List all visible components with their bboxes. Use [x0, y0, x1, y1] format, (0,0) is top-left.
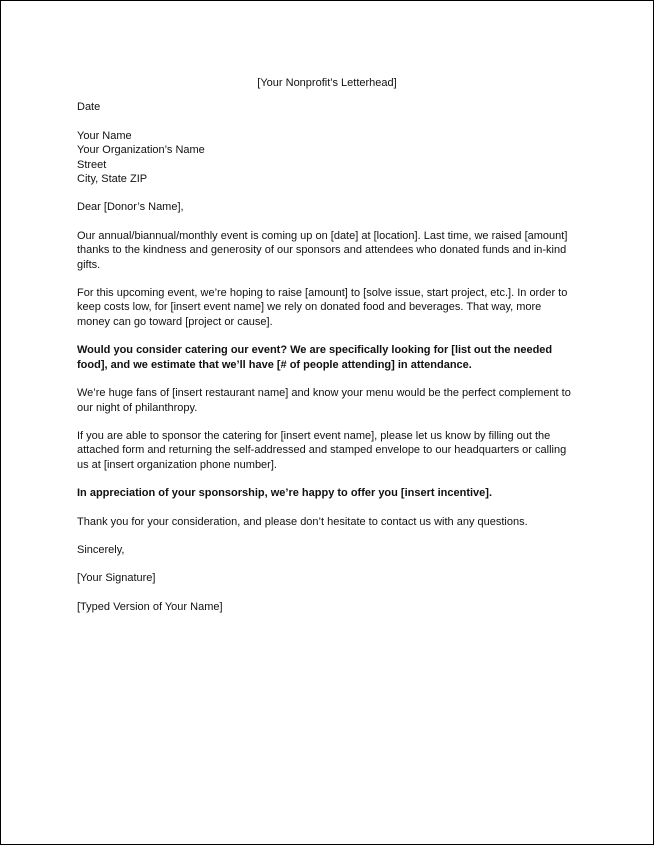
sender-address	[77, 129, 577, 187]
paragraph-catering-request: Would you consider catering our event? We are specifically looking for [list out the needed food], and we estimate that we’ll have [# of people attending] in attendance.	[77, 344, 553, 371]
paragraph-fundraising-goal: For this upcoming event, we’re hoping to raise [amount] to [solve issue, start project, etc.]. In order to keep costs low, for [insert event name] we rely on donated food and beverages. That way, more money can go toward [project or cause].	[77, 287, 568, 328]
sender-name: Your Name	[77, 129, 132, 142]
closing: Sincerely,	[77, 543, 125, 556]
paragraph-thanks: Thank you for your consideration, and please don’t hesitate to contact us with any questions.	[77, 515, 528, 528]
paragraph-incentive: In appreciation of your sponsorship, we’re happy to offer you [insert incentive].	[77, 487, 493, 500]
sender-street: Street	[77, 158, 107, 171]
sender-city: City, State ZIP	[77, 173, 148, 186]
date-line: Date	[77, 101, 101, 114]
sender-organization: Your Organization’s Name	[77, 144, 205, 157]
paragraph-restaurant-praise: We’re huge fans of [insert restaurant name] and know your menu would be the perfect complement to our night of philanthropy.	[77, 387, 571, 414]
letter-body	[77, 76, 577, 628]
paragraph-event-intro: Our annual/biannual/monthly event is coming up on [date] at [location]. Last time, we raised [amount] thanks to the kindness and generosity of our sponsors and attendees who donated funds and in-kind gifts.	[77, 229, 568, 271]
paragraph-sponsor-instructions: If you are able to sponsor the catering for [insert event name], please let us know by filling out the attached form and returning the self-addressed and stamped envelope to our headquarters or calling us at [insert organization phone number].	[77, 429, 567, 471]
signature-placeholder: [Your Signature]	[77, 572, 156, 585]
salutation: Dear [Donor’s Name],	[77, 201, 184, 214]
letterhead: [Your Nonprofit’s Letterhead]	[257, 77, 397, 89]
typed-name: [Typed Version of Your Name]	[77, 600, 223, 613]
